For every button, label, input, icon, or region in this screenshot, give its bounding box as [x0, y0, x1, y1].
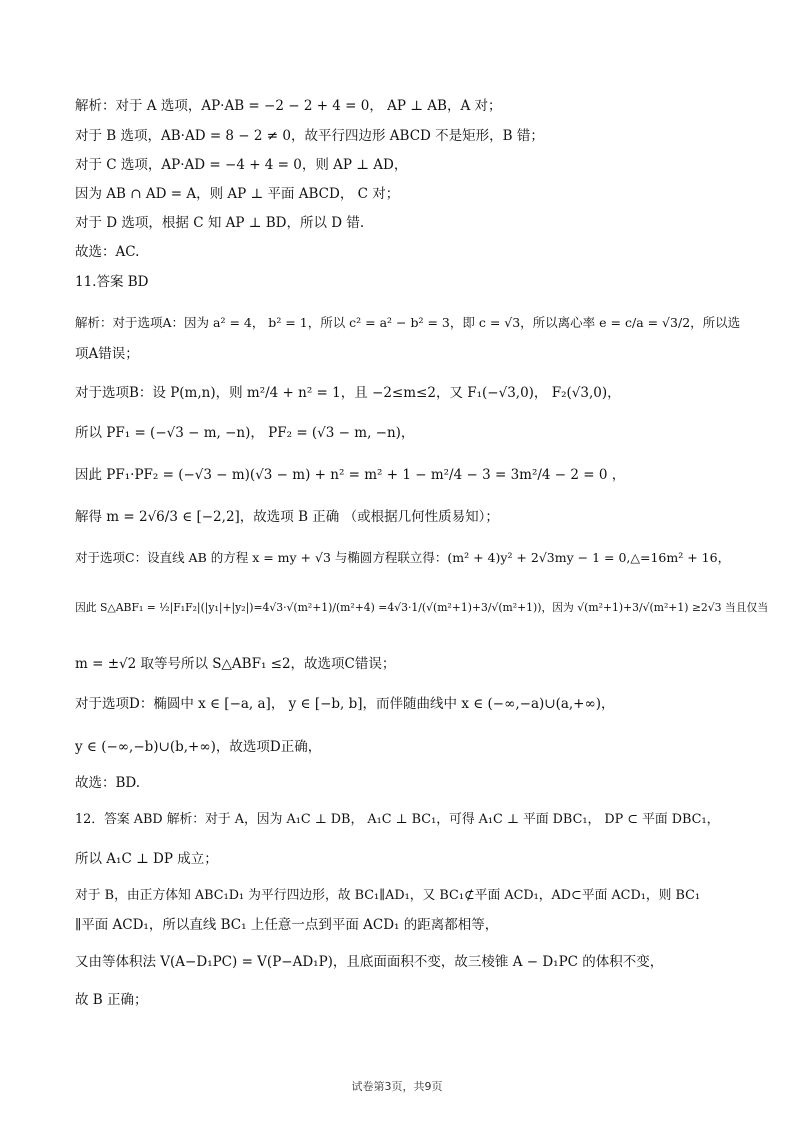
text-line: 项A错误； — [75, 346, 139, 362]
text-line: 对于 B，由正方体知 ABC₁D₁ 为平行四边形，故 BC₁∥AD₁，又 BC₁⊄平面 ACD₁，AD⊂平面 ACD₁，则 BC₁ — [75, 888, 701, 903]
text-line: 对于选项C：设直线 AB 的方程 x = my + √3 与椭圆方程联立得：(m² + 4)y² + 2√3my − 1 = 0,△=16m² + 16， — [75, 550, 731, 565]
text-line: 解析：对于 A 选项，AP·AB = −2 − 2 + 4 = 0， AP ⊥ AB，A 对； — [75, 98, 502, 114]
text-line: 所以 PF₁ = (−√3 − m, −n)， PF₂ = (√3 − m, −n)， — [75, 425, 415, 441]
text-line: 又由等体积法 V(A−D₁PC) = V(P−AD₁P)，且底面面积不变，故三棱锥 A − D₁PC 的体积不变， — [75, 954, 664, 970]
text-line: m = ±√2 取等号所以 S△ABF₁ ≤2，故选项C错误； — [75, 656, 396, 672]
text-line: 所以 A₁C ⊥ DP 成立； — [75, 851, 218, 867]
text-line: 解得 m = 2√6/3 ∈ [−2,2]，故选项 B 正确 （或根据几何性质易知）； — [75, 509, 499, 525]
text-line: 对于 C 选项，AP·AD = −4 + 4 = 0，则 AP ⊥ AD， — [75, 157, 408, 173]
text-line: y ∈ (−∞,−b)∪(b,+∞)，故选项D正确， — [75, 739, 322, 755]
question-header: 11.答案 BD — [75, 274, 149, 290]
text-line: 故选：AC. — [75, 244, 140, 260]
text-line: 故选：BD. — [75, 775, 141, 791]
question-header: 12．答案 ABD 解析：对于 A，因为 A₁C ⊥ DB， A₁C ⊥ BC₁，可得 A₁C ⊥ 平面 DBC₁， DP ⊂ 平面 DBC₁， — [75, 812, 720, 827]
text-line: 对于 D 选项，根据 C 知 AP ⊥ BD，所以 D 错. — [75, 215, 365, 231]
page-footer: 试卷第3页，共9页 — [351, 1080, 443, 1093]
text-line: 对于选项B：设 P(m,n)，则 m²/4 + n² = 1，且 −2≤m≤2，又 F₁(−√3,0)， F₂(√3,0)， — [75, 385, 621, 401]
text-line: 因此 PF₁·PF₂ = (−√3 − m)(√3 − m) + n² = m² + 1 − m²/4 − 3 = 3m²/4 − 2 = 0 ， — [75, 467, 626, 483]
text-line: 对于 B 选项，AB·AD = 8 − 2 ≠ 0，故平行四边形 ABCD 不是矩形，B 错； — [75, 128, 544, 144]
text-line: 对于选项D：椭圆中 x ∈ [−a, a]， y ∈ [−b, b]，而伴随曲线中 x ∈ (−∞,−a)∪(a,+∞)， — [75, 696, 615, 712]
text-line: 因为 AB ∩ AD = A，则 AP ⊥ 平面 ABCD， C 对； — [75, 186, 400, 202]
text-line: 因此 S△ABF₁ = ½|F₁F₂|(|y₁|+|y₂|)=4√3·√(m²+1)/(m²+4) =4√3·1/(√(m²+1)+3/√(m²+1))，因为 √(m²+1)+3/√(m²+1) ≥2√3 当且仅当 — [75, 601, 769, 614]
text-line: ∥平面 ACD₁，所以直线 BC₁ 上任意一点到平面 ACD₁ 的距离都相等， — [75, 917, 499, 933]
text-line: 故 B 正确； — [75, 992, 148, 1008]
text-line: 解析：对于选项A：因为 a² = 4， b² = 1，所以 c² = a² − b² = 3，即 c = √3，所以离心率 e = c/a = √3/2，所以选 — [75, 315, 741, 330]
